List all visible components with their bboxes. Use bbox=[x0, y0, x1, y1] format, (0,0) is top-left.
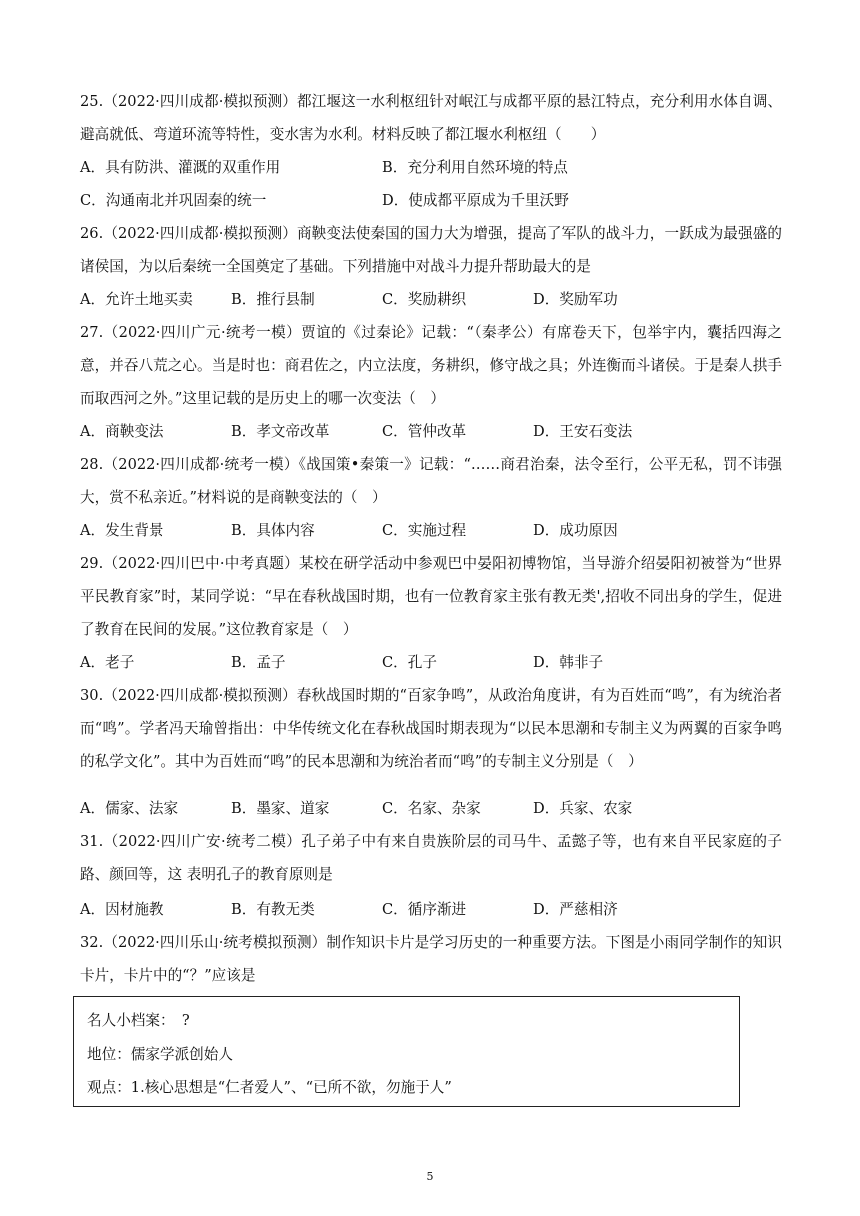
option-d: D．兵家、农家 bbox=[533, 800, 633, 817]
card-line-status: 地位：儒家学派创始人 bbox=[87, 1046, 233, 1063]
option-c: C．沟通南北并巩固秦的统一 bbox=[80, 192, 267, 209]
option-d: D．成功原因 bbox=[533, 522, 618, 539]
option-b: B．有教无类 bbox=[231, 901, 315, 918]
option-d: D．韩非子 bbox=[533, 654, 604, 671]
option-d: D．使成都平原成为千里沃野 bbox=[382, 192, 569, 209]
question-26: 26.（2022·四川成都·模拟预测）商鞅变法使秦国的国力大为增强，提高了军队的战斗力，一跃成为最强盛的诸侯国，为以后秦统一全国奠定了基础。下列措施中对战斗力提升帮助最大的是 bbox=[80, 225, 782, 275]
options-28 bbox=[80, 514, 782, 547]
option-a: A．允许土地买卖 bbox=[80, 291, 193, 308]
question-31: 31.（2022·四川广安·统考二模）孔子弟子中有来自贵族阶层的司马牛、孟懿子等，也有来自平民家庭的子路、颜回等，这 表明孔子的教育原则是 bbox=[80, 833, 782, 883]
option-c: C．实施过程 bbox=[382, 522, 467, 539]
option-d: D．奖励军功 bbox=[533, 291, 618, 308]
question-30: 30.（2022·四川成都·模拟预测）春秋战国时期的“百家争鸣”，从政治角度讲，有为百姓而“鸣”，有为统治者而“鸣”。学者冯天瑜曾指出：中华传统文化在春秋战国时期表现为“以民本思潮和专制主义为两翼的百家争鸣的私学文化”。其中为百姓而“鸣”的民本思潮和为统治者而“鸣”的专制主义分别是（ ） bbox=[80, 687, 782, 770]
options-25-row2 bbox=[80, 184, 782, 217]
option-a: A．具有防洪、灌溉的双重作用 bbox=[80, 159, 281, 176]
card-line-views: 观点：1.核心思想是“仁者爱人”、“已所不欲，勿施于人” bbox=[87, 1079, 452, 1096]
option-b: B．推行县制 bbox=[231, 291, 315, 308]
option-c: C．名家、杂家 bbox=[382, 800, 481, 817]
options-27 bbox=[80, 415, 782, 448]
option-d: D．王安石变法 bbox=[533, 423, 633, 440]
option-b: B．具体内容 bbox=[231, 522, 315, 539]
option-b: B．墨家、道家 bbox=[231, 800, 330, 817]
option-c: C．管仲改革 bbox=[382, 423, 467, 440]
option-b: B．孟子 bbox=[231, 654, 286, 671]
page-number: 5 bbox=[426, 1170, 434, 1183]
option-b: B．孝文帝改革 bbox=[231, 423, 330, 440]
question-29: 29.（2022·四川巴中·中考真题）某校在研学活动中参观巴中晏阳初博物馆，当导游介绍晏阳初被誉为“世界平民教育家”时，某同学说：“早在春秋战国时期，也有一位教育家主张有教无类',招收不同出身的学生，促进了教育在民间的发展。”这位教育家是（ ） bbox=[80, 555, 782, 638]
option-a: A．发生背景 bbox=[80, 522, 164, 539]
options-31 bbox=[80, 893, 782, 926]
option-c: C．孔子 bbox=[382, 654, 437, 671]
option-a: A．因材施教 bbox=[80, 901, 164, 918]
option-c: C．奖励耕织 bbox=[382, 291, 467, 308]
option-d: D．严慈相济 bbox=[533, 901, 618, 918]
option-a: A．老子 bbox=[80, 654, 135, 671]
options-30 bbox=[80, 792, 782, 825]
question-27: 27.（2022·四川广元·统考一模）贾谊的《过秦论》记载：“（秦孝公）有席卷天下，包举宇内，囊括四海之意，并吞八荒之心。当是时也：商君佐之，内立法度，务耕织，修守战之具；外连衡而斗诸侯。于是秦人拱手而取西河之外。”这里记载的是历史上的哪一次变法（ ） bbox=[80, 324, 782, 407]
knowledge-card bbox=[73, 996, 740, 1107]
question-28: 28.（2022·四川成都·统考一模）《战国策•秦策一》记载：“……商君治秦，法令至行，公平无私，罚不讳强大，赏不私亲近。”材料说的是商鞅变法的（ ） bbox=[80, 456, 782, 506]
option-c: C．循序渐进 bbox=[382, 901, 467, 918]
option-a: A．商鞅变法 bbox=[80, 423, 164, 440]
options-26 bbox=[80, 283, 782, 316]
card-line-name: 名人小档案： ? bbox=[87, 1012, 190, 1029]
options-25 bbox=[80, 151, 782, 184]
option-b: B．充分利用自然环境的特点 bbox=[382, 159, 568, 176]
options-29 bbox=[80, 646, 782, 679]
question-25: 25.（2022·四川成都·模拟预测）都江堰这一水利枢纽针对岷江与成都平原的悬江特点，充分利用水体自调、避高就低、弯道环流等特性，变水害为水利。材料反映了都江堰水利枢纽（ ） bbox=[80, 93, 782, 143]
question-32: 32.（2022·四川乐山·统考模拟预测）制作知识卡片是学习历史的一种重要方法。下图是小雨同学制作的知识卡片，卡片中的“？”应该是 bbox=[80, 934, 782, 984]
option-a: A．儒家、法家 bbox=[80, 800, 179, 817]
